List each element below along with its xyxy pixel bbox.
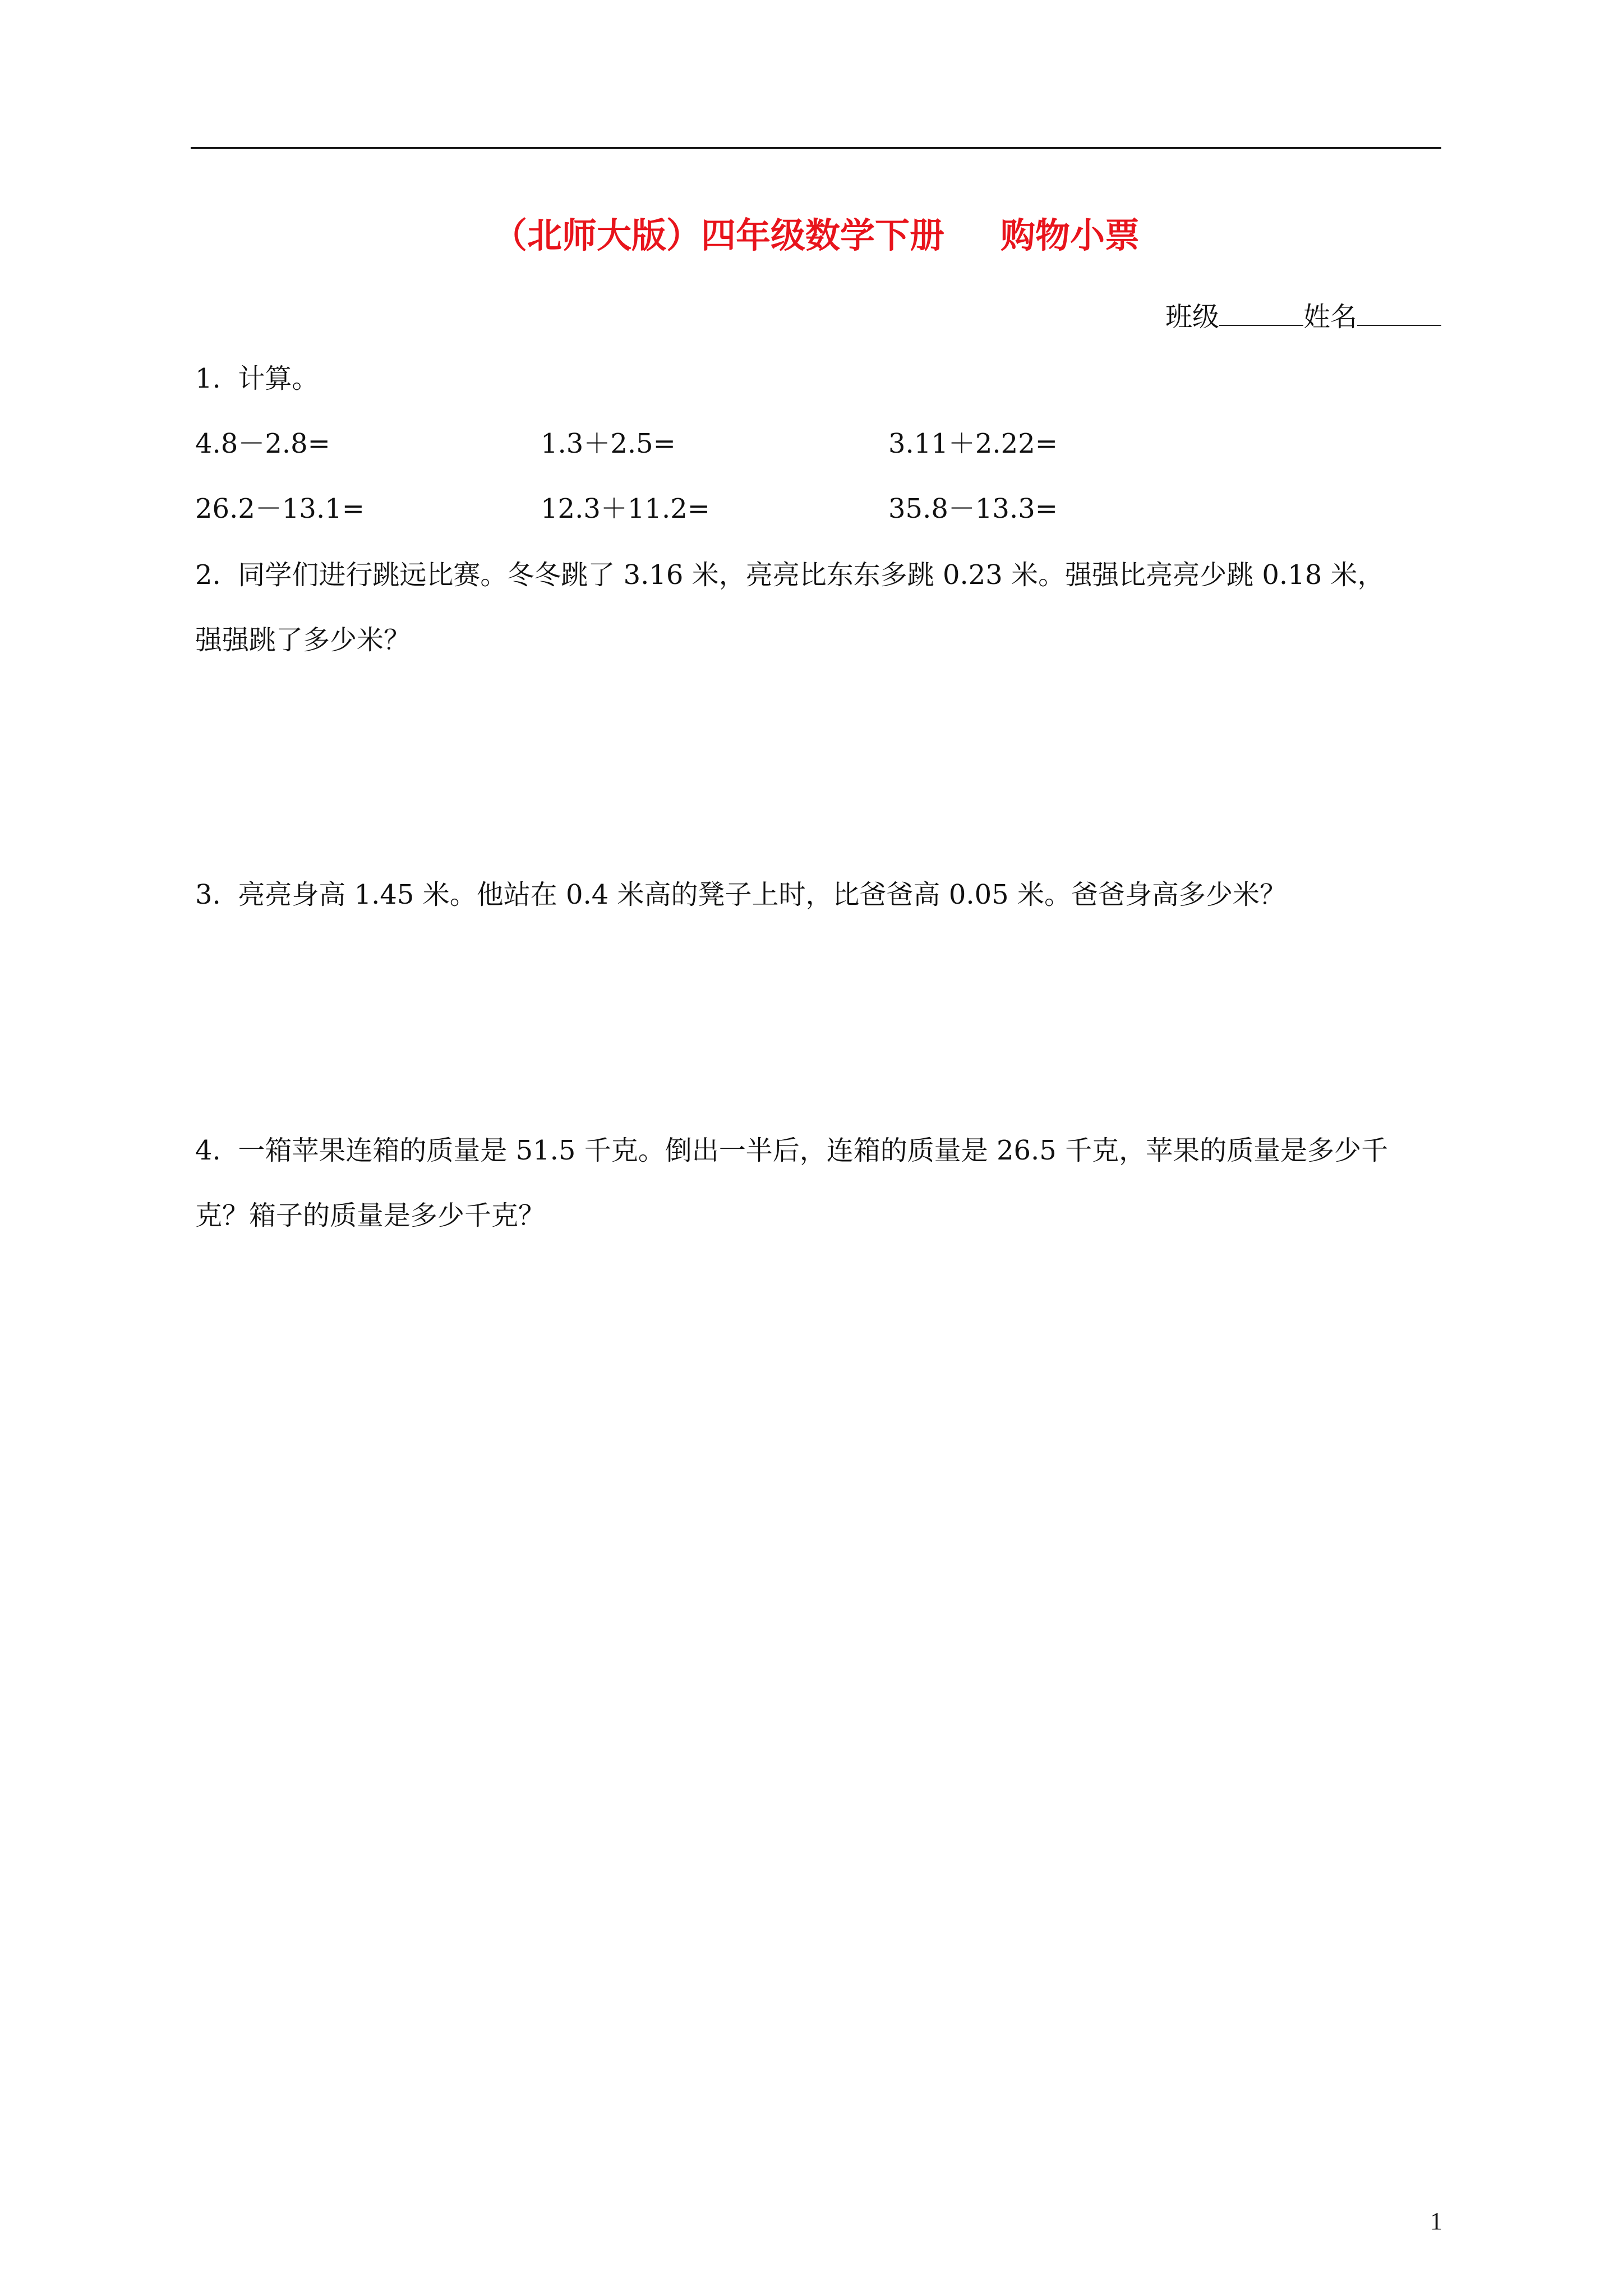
question-3 [195,875,1446,940]
calc-row-1 [195,424,1446,463]
student-info [1165,297,1441,337]
class-label: 班级 [1165,301,1219,333]
name-label: 姓名 [1303,301,1357,333]
calc-item: 3.11＋2.22= [888,428,1058,459]
title-part1: （北师大版）四年级数学下册 [492,215,944,256]
page-title [191,213,1441,258]
question-1-prompt: 1. 计算。 [195,363,319,394]
question-4 [195,1131,1446,1261]
question-2-line-1: 2. 同学们进行跳远比赛。冬冬跳了 3.16 米，亮亮比东东多跳 0.23 米。强强比亮亮少跳 0.18 米， [195,559,1385,591]
calc-item: 12.3＋11.2= [541,493,710,524]
calc-item: 4.8－2.8= [195,428,330,459]
question-2-line-2: 强强跳了多少米？ [195,624,411,656]
name-blank[interactable] [1357,302,1441,326]
calc-item: 26.2－13.1= [195,493,365,524]
question-2 [195,555,1446,685]
title-part2: 购物小票 [1000,215,1140,256]
header-rule [191,147,1441,149]
question-4-line-1: 4. 一箱苹果连箱的质量是 51.5 千克。倒出一半后，连箱的质量是 26.5 千克，苹果的质量是多少千 [195,1135,1389,1166]
calc-row-2 [195,489,1446,528]
class-blank[interactable] [1219,302,1303,326]
calc-item: 1.3＋2.5= [541,428,676,459]
question-4-line-2: 克？箱子的质量是多少千克？ [195,1200,546,1231]
question-3-line-1: 3. 亮亮身高 1.45 米。他站在 0.4 米高的凳子上时，比爸爸高 0.05 米。爸爸身高多少米？ [195,879,1287,910]
calc-item: 35.8－13.3= [888,493,1058,524]
page-number: 1 [1430,2207,1442,2235]
